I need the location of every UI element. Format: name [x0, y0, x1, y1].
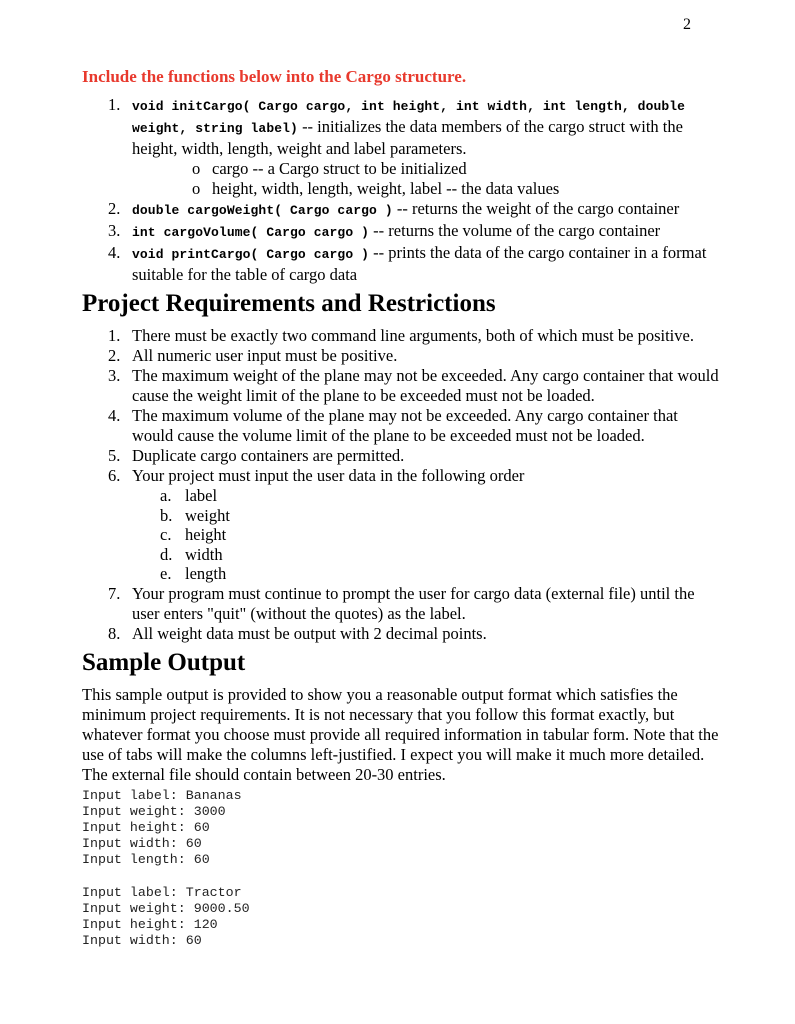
function-signature: int cargoVolume( Cargo cargo ) [132, 225, 370, 240]
item-letter: c. [160, 525, 172, 544]
function-description: -- initializes the data members of the cargo struct with the height, width, length, weight and label parameters. [132, 117, 683, 158]
sample-line: Input width: 60 [82, 836, 202, 852]
requirement-item [82, 326, 722, 346]
page-content [82, 66, 722, 949]
page-number: 2 [683, 16, 691, 33]
requirement-item [82, 466, 722, 486]
sample-line: Input label: Tractor [82, 884, 242, 900]
item-number: 2. [108, 199, 121, 218]
requirement-item [82, 624, 722, 644]
order-text: weight [185, 505, 230, 525]
bullet-icon: o [192, 179, 201, 198]
order-item [82, 545, 722, 565]
order-text: width [185, 544, 223, 564]
sample-line: Input label: Bananas [82, 787, 242, 803]
sample-line: Input width: 60 [82, 933, 202, 949]
requirement-text: Your program must continue to prompt the user for cargo data (external file) until the user enters "quit" (without the quotes) as the label. [132, 583, 695, 623]
item-number: 5. [108, 446, 121, 465]
bullet-icon: o [192, 159, 201, 178]
order-item [82, 564, 722, 584]
function-description: -- returns the volume of the cargo container [369, 221, 661, 240]
bullet-text: height, width, length, weight, label -- the data values [212, 179, 560, 198]
item-letter: a. [160, 486, 172, 505]
function-item [82, 243, 722, 285]
requirement-text: Your project must input the user data in the following order [132, 466, 525, 485]
sample-line: Input height: 120 [82, 916, 218, 932]
requirement-item [82, 584, 722, 624]
requirement-text: The maximum weight of the plane may not be exceeded. Any cargo container that would cause the weight limit of the plane to be exceeded must not be loaded. [132, 366, 719, 405]
item-number: 1. [108, 95, 121, 114]
item-number: 3. [108, 366, 121, 385]
sample-line: Input height: 60 [82, 819, 210, 835]
order-text: length [185, 564, 227, 583]
order-item [82, 486, 722, 506]
requirement-item [82, 346, 722, 366]
bullet-text: cargo -- a Cargo struct to be initialized [212, 159, 467, 178]
sample-line: Input weight: 3000 [82, 803, 226, 819]
requirement-item [82, 446, 722, 466]
requirements-heading: Project Requirements and Restrictions [82, 290, 496, 317]
function-description: -- returns the weight of the cargo container [392, 199, 680, 218]
item-letter: d. [160, 544, 173, 564]
sample-output-block [82, 788, 722, 950]
sample-line: Input weight: 9000.50 [82, 900, 250, 916]
function-item [82, 95, 722, 159]
order-text: label [185, 486, 218, 505]
sample-line: Input length: 60 [82, 852, 210, 868]
item-letter: b. [160, 505, 173, 525]
requirement-text: All weight data must be output with 2 decimal points. [132, 623, 487, 643]
item-letter: e. [160, 564, 172, 583]
order-text: height [185, 525, 227, 544]
requirement-text: The maximum volume of the plane may not be exceeded. Any cargo container that would cause the volume limit of the plane to be exceeded must not be loaded. [132, 406, 678, 445]
requirement-text: There must be exactly two command line arguments, both of which must be positive. [132, 326, 694, 345]
function-item [82, 221, 722, 243]
item-number: 7. [108, 583, 121, 603]
function-description: -- prints the data of the cargo container in a format suitable for the table of cargo data [132, 243, 707, 284]
requirement-text: All numeric user input must be positive. [132, 346, 398, 365]
sample-output-heading: Sample Output [82, 648, 246, 676]
order-item [82, 525, 722, 545]
requirement-item [82, 366, 722, 406]
bullet-item [82, 159, 722, 179]
requirement-item [82, 406, 722, 446]
function-signature: void printCargo( Cargo cargo ) [132, 247, 370, 262]
functions-heading: Include the functions below into the Cargo structure. [82, 67, 467, 86]
requirements-list [82, 326, 722, 644]
item-number: 1. [108, 326, 121, 345]
bullet-item [82, 179, 722, 199]
item-number: 4. [108, 243, 121, 262]
sample-output-paragraph: This sample output is provided to show you a reasonable output format which satisfies the minimum project requirements. It is not necessary that you follow this format exactly, but whatever format you choose must provide all required information in tabular form. Note that the use of tabs will make the columns left-justified. I expect you will make it much more detailed. The external file should contain between 20-30 entries. [82, 684, 719, 784]
function-signature: void initCargo( Cargo cargo, int height, int width, int length, double weight, string label) [132, 99, 686, 136]
item-number: 8. [108, 623, 121, 643]
spacer [82, 869, 722, 885]
item-number: 6. [108, 466, 121, 485]
function-signature: double cargoWeight( Cargo cargo ) [132, 203, 393, 218]
item-number: 2. [108, 346, 121, 365]
requirement-text: Duplicate cargo containers are permitted. [132, 446, 405, 465]
order-item [82, 506, 722, 526]
item-number: 3. [108, 221, 121, 240]
item-number: 4. [108, 406, 121, 425]
function-item [82, 199, 722, 221]
functions-list [82, 95, 722, 285]
